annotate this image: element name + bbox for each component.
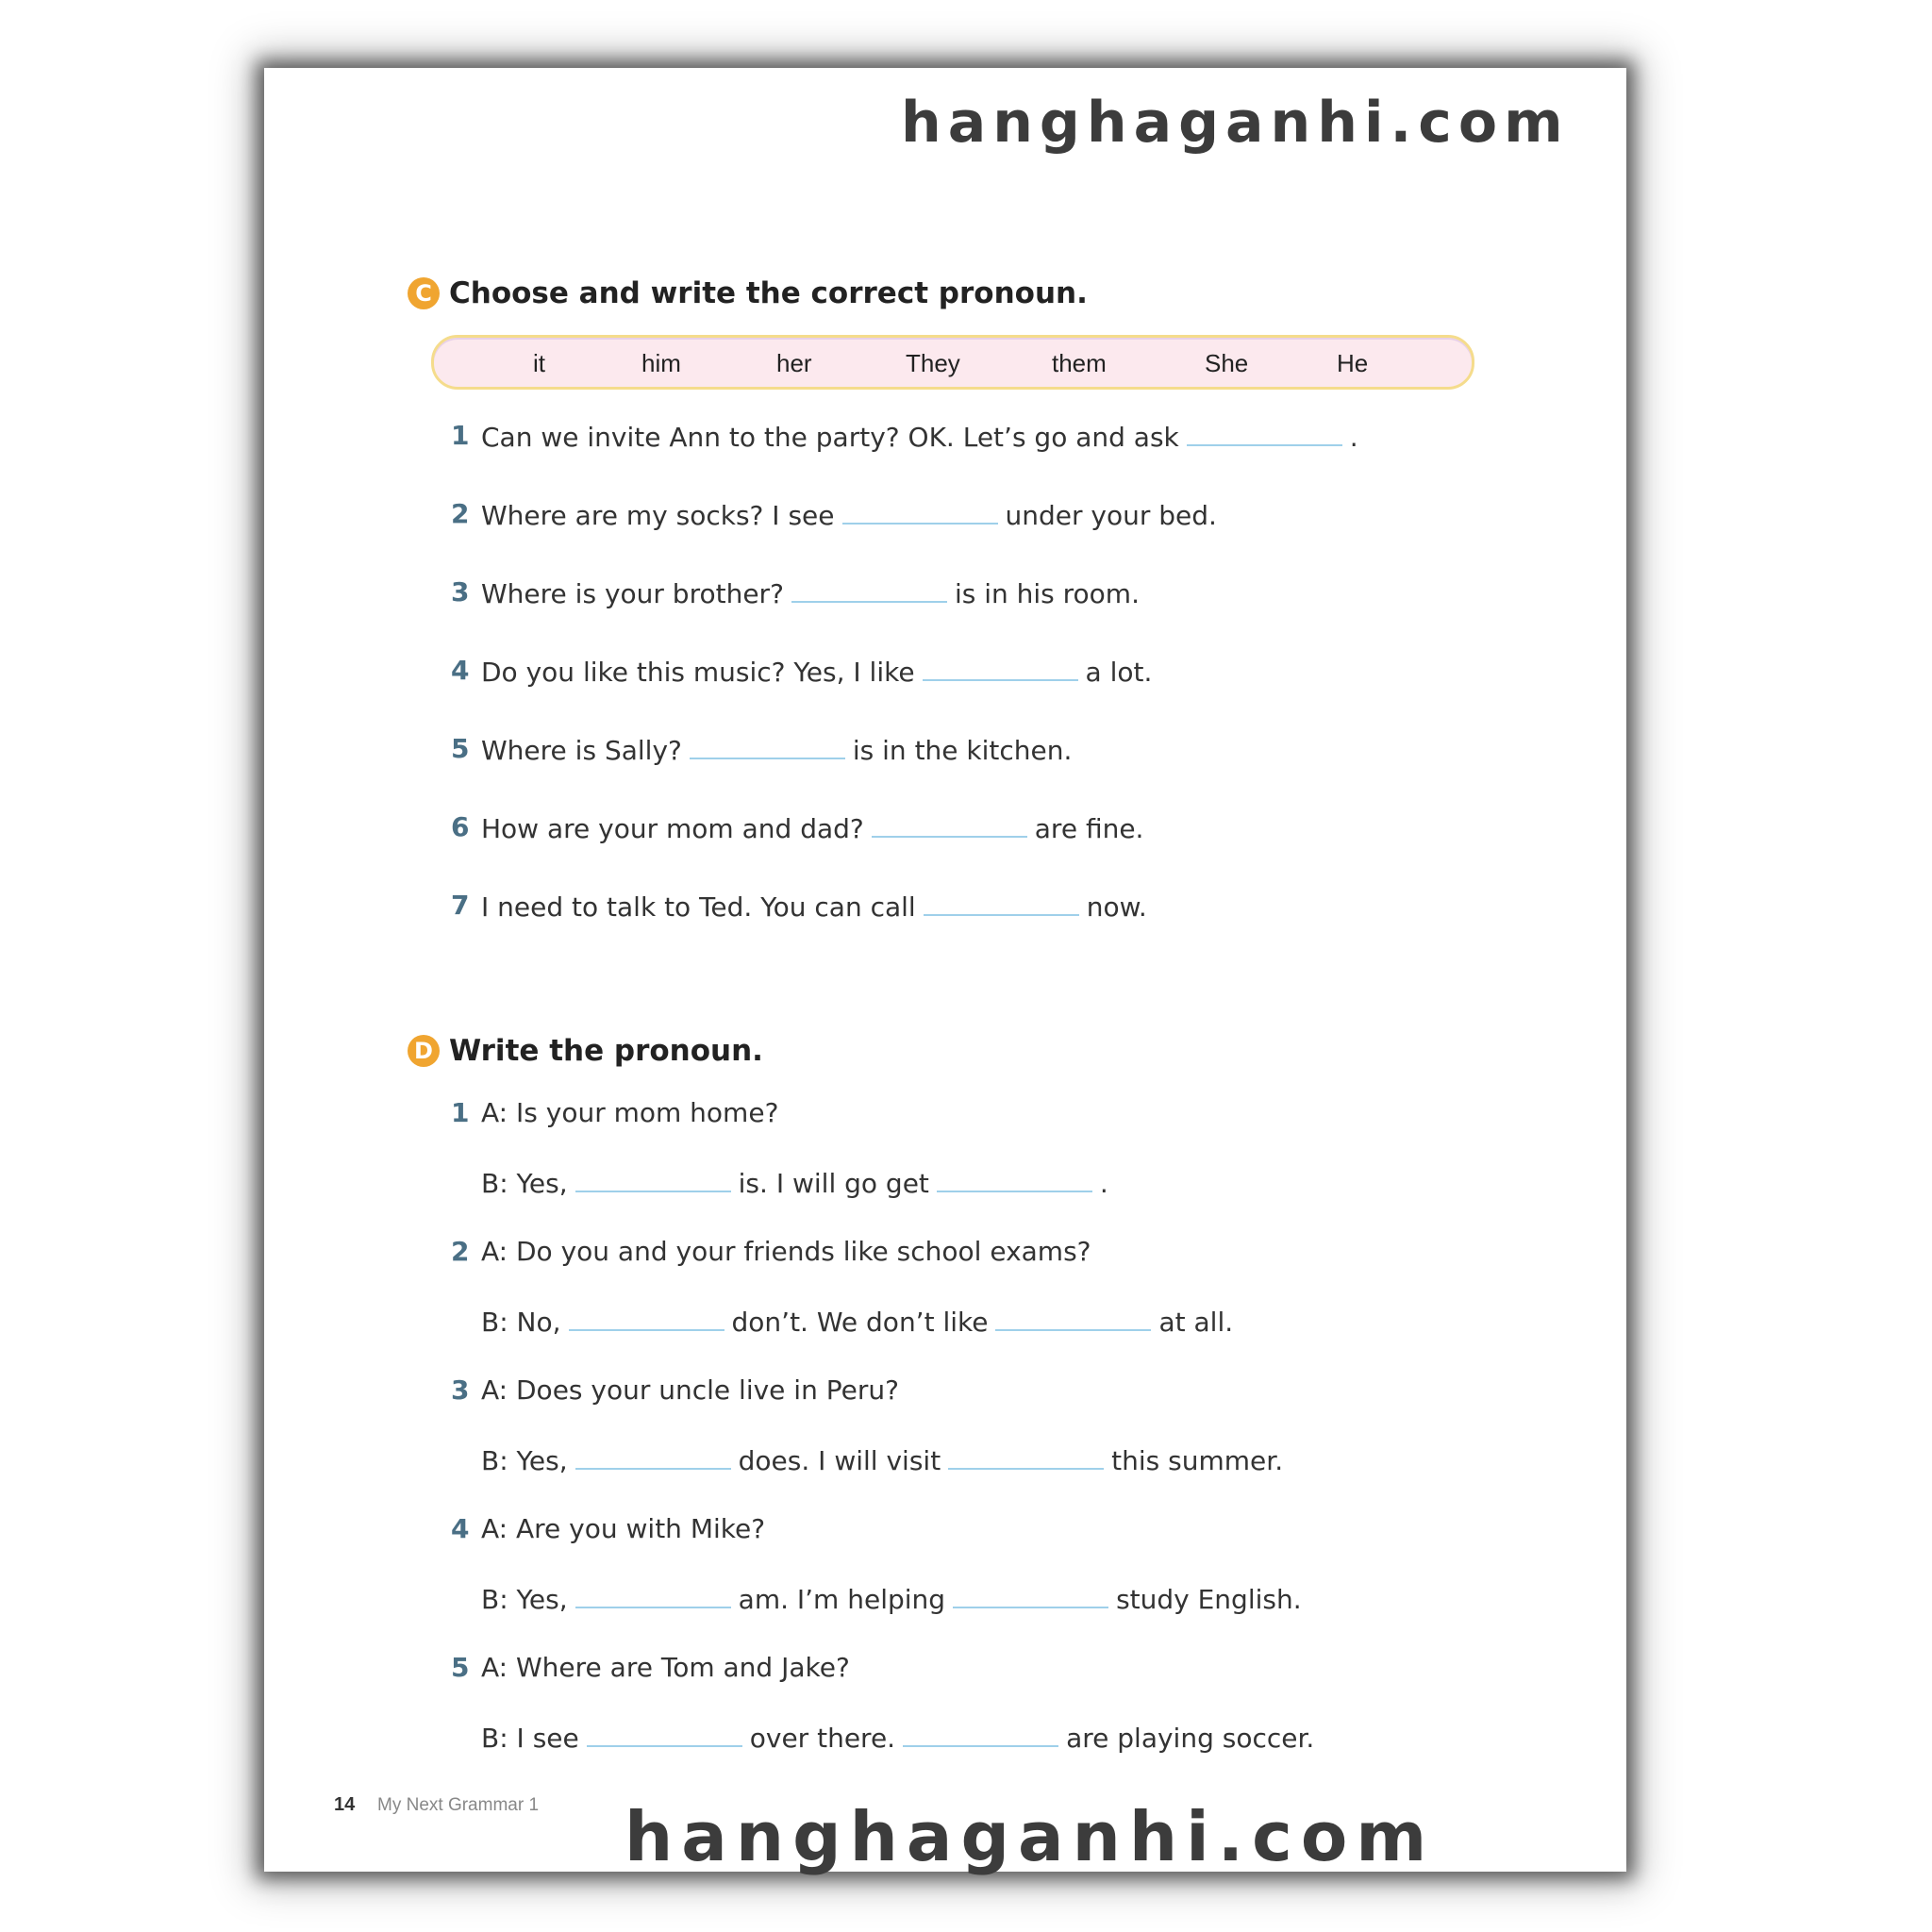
answer-blank[interactable]	[1187, 420, 1342, 446]
section-c-badge: C	[408, 277, 440, 309]
answer-blank[interactable]	[995, 1305, 1151, 1331]
dialogue-line-b: B: Yes, is. I will go get .	[481, 1168, 1108, 1199]
item-number: 2	[451, 498, 470, 529]
answer-blank[interactable]	[690, 733, 845, 759]
item-number: 3	[451, 576, 470, 608]
answer-blank[interactable]	[937, 1166, 1092, 1192]
item-number: 4	[451, 655, 470, 686]
answer-blank[interactable]	[587, 1721, 742, 1747]
word-bank-item: She	[1205, 349, 1249, 377]
item-number: 2	[451, 1236, 470, 1267]
exercise-line: Where are my socks? I see under your bed.	[481, 500, 1217, 531]
exercise-line: I need to talk to Ted. You can call now.	[481, 891, 1147, 923]
dialogue-line-b: B: Yes, am. I’m helping study English.	[481, 1584, 1302, 1615]
section-c-title: Choose and write the correct pronoun.	[449, 276, 1088, 310]
exercise-line: How are your mom and dad? are fine.	[481, 813, 1144, 844]
exercise-line: Where is Sally? is in the kitchen.	[481, 735, 1073, 766]
word-bank-item: it	[533, 349, 545, 377]
exercise-line: Can we invite Ann to the party? OK. Let’s go and ask .	[481, 422, 1358, 453]
section-c-heading	[408, 276, 1088, 310]
watermark-top: hanghaganhi.com	[901, 90, 1570, 156]
answer-blank[interactable]	[872, 811, 1027, 838]
exercise-line: Where is your brother? is in his room.	[481, 578, 1140, 609]
word-bank-item: He	[1337, 349, 1369, 377]
word-bank-item: They	[906, 349, 960, 377]
dialogue-line-a: A: Is your mom home?	[481, 1097, 779, 1128]
answer-blank[interactable]	[575, 1582, 731, 1608]
item-number: 5	[451, 733, 470, 764]
dialogue-line-a: A: Do you and your friends like school exams?	[481, 1236, 1091, 1267]
word-bank	[431, 335, 1474, 390]
answer-blank[interactable]	[948, 1443, 1104, 1470]
dialogue-line-a: A: Are you with Mike?	[481, 1513, 766, 1544]
page-number: 14	[334, 1794, 356, 1815]
exercise-line: Do you like this music? Yes, I like a lot.	[481, 657, 1153, 688]
item-number: 1	[451, 1097, 470, 1128]
item-number: 7	[451, 890, 470, 921]
item-number: 6	[451, 811, 470, 842]
item-number: 1	[451, 420, 470, 451]
word-bank-item: her	[776, 349, 812, 377]
watermark-bottom: hanghaganhi.com	[625, 1797, 1436, 1876]
section-d-heading	[408, 1034, 763, 1068]
dialogue-line-b: B: No, don’t. We don’t like at all.	[481, 1307, 1234, 1338]
dialogue-line-a: A: Does your uncle live in Peru?	[481, 1374, 899, 1406]
answer-blank[interactable]	[575, 1166, 731, 1192]
answer-blank[interactable]	[924, 890, 1079, 916]
word-bank-item: him	[641, 349, 681, 377]
answer-blank[interactable]	[575, 1443, 731, 1470]
section-d-badge: D	[408, 1035, 440, 1067]
answer-blank[interactable]	[953, 1582, 1108, 1608]
section-d-title: Write the pronoun.	[449, 1034, 763, 1068]
answer-blank[interactable]	[923, 655, 1078, 681]
word-bank-item: them	[1052, 349, 1107, 377]
dialogue-line-b: B: I see over there. are playing soccer.	[481, 1723, 1315, 1754]
answer-blank[interactable]	[791, 576, 947, 603]
item-number: 5	[451, 1652, 470, 1683]
item-number: 3	[451, 1374, 470, 1406]
item-number: 4	[451, 1513, 470, 1544]
answer-blank[interactable]	[569, 1305, 724, 1331]
dialogue-line-b: B: Yes, does. I will visit this summer.	[481, 1445, 1284, 1476]
answer-blank[interactable]	[842, 498, 998, 525]
book-title: My Next Grammar 1	[377, 1795, 540, 1815]
dialogue-line-a: A: Where are Tom and Jake?	[481, 1652, 850, 1683]
answer-blank[interactable]	[903, 1721, 1058, 1747]
